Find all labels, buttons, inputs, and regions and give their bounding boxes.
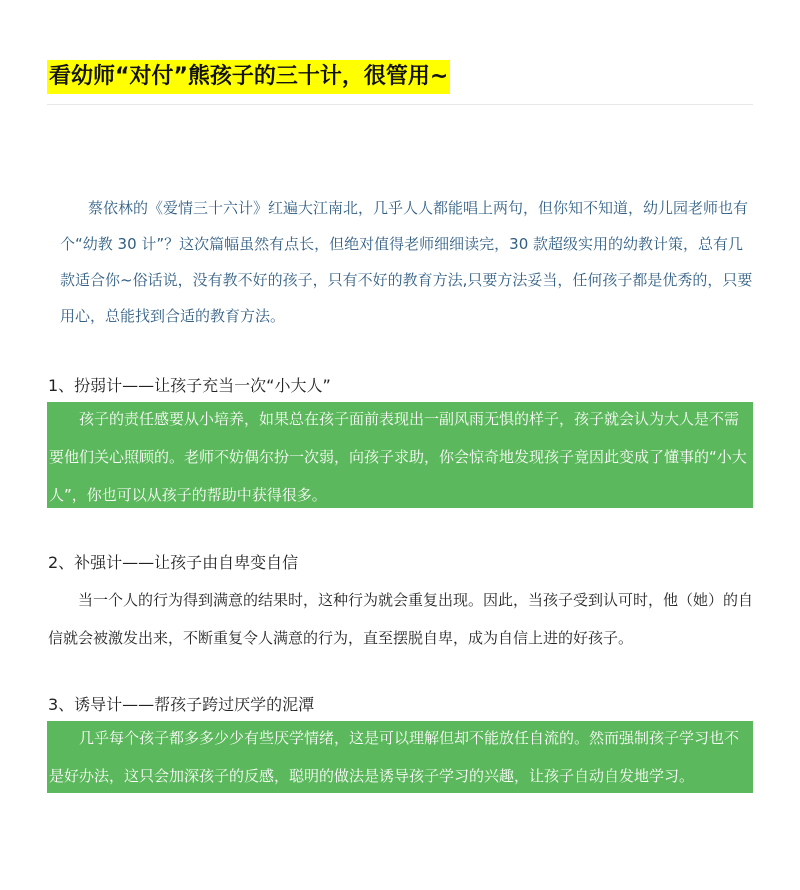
section-2-box [48, 581, 754, 657]
section-2-heading: 2、补强计——让孩子由自卑变自信 [48, 553, 299, 572]
page-title: 看幼师“对付”熊孩子的三十计，很管用~ [47, 60, 450, 94]
section-1-box [47, 402, 753, 508]
intro-text: 蔡依林的《爱情三十六计》红遍大江南北，几乎人人都能唱上两句，但你知不知道，幼儿园老师也有个“幼教 30 计”？这次篇幅虽然有点长，但绝对值得老师细细读完，30 款超级实用的幼教计策，总有几款适合你~俗话说，没有教不好的孩子，只有不好的教育方法,只要方法妥当，任何孩子都是优秀的，只要用心，总能找到合适的教育方法。 [60, 199, 753, 325]
section-3-body: 几乎每个孩子都多多少少有些厌学情绪，这是可以理解但却不能放任自流的。然而强制孩子学习也不是好办法，这只会加深孩子的反感，聪明的做法是诱导孩子学习的兴趣，让孩子自动自发地学习。 [49, 729, 740, 785]
section-3-heading: 3、诱导计——帮孩子跨过厌学的泥潭 [48, 695, 315, 714]
section-1-body: 孩子的责任感要从小培养，如果总在孩子面前表现出一副风雨无惧的样子，孩子就会认为大人是不需要他们关心照顾的。老师不妨偶尔扮一次弱，向孩子求助，你会惊奇地发现孩子竟因此变成了懂事的“小大人”，你也可以从孩子的帮助中获得很多。 [49, 410, 747, 504]
intro-paragraph [60, 190, 754, 334]
section-3-box [47, 721, 753, 793]
title-area [47, 58, 753, 105]
section-2-body: 当一个人的行为得到满意的结果时，这种行为就会重复出现。因此，当孩子受到认可时，他（她）的自信就会被激发出来，不断重复令人满意的行为，直至摆脱自卑，成为自信上进的好孩子。 [48, 591, 754, 647]
section-1-heading: 1、扮弱计——让孩子充当一次“小大人” [48, 376, 331, 395]
